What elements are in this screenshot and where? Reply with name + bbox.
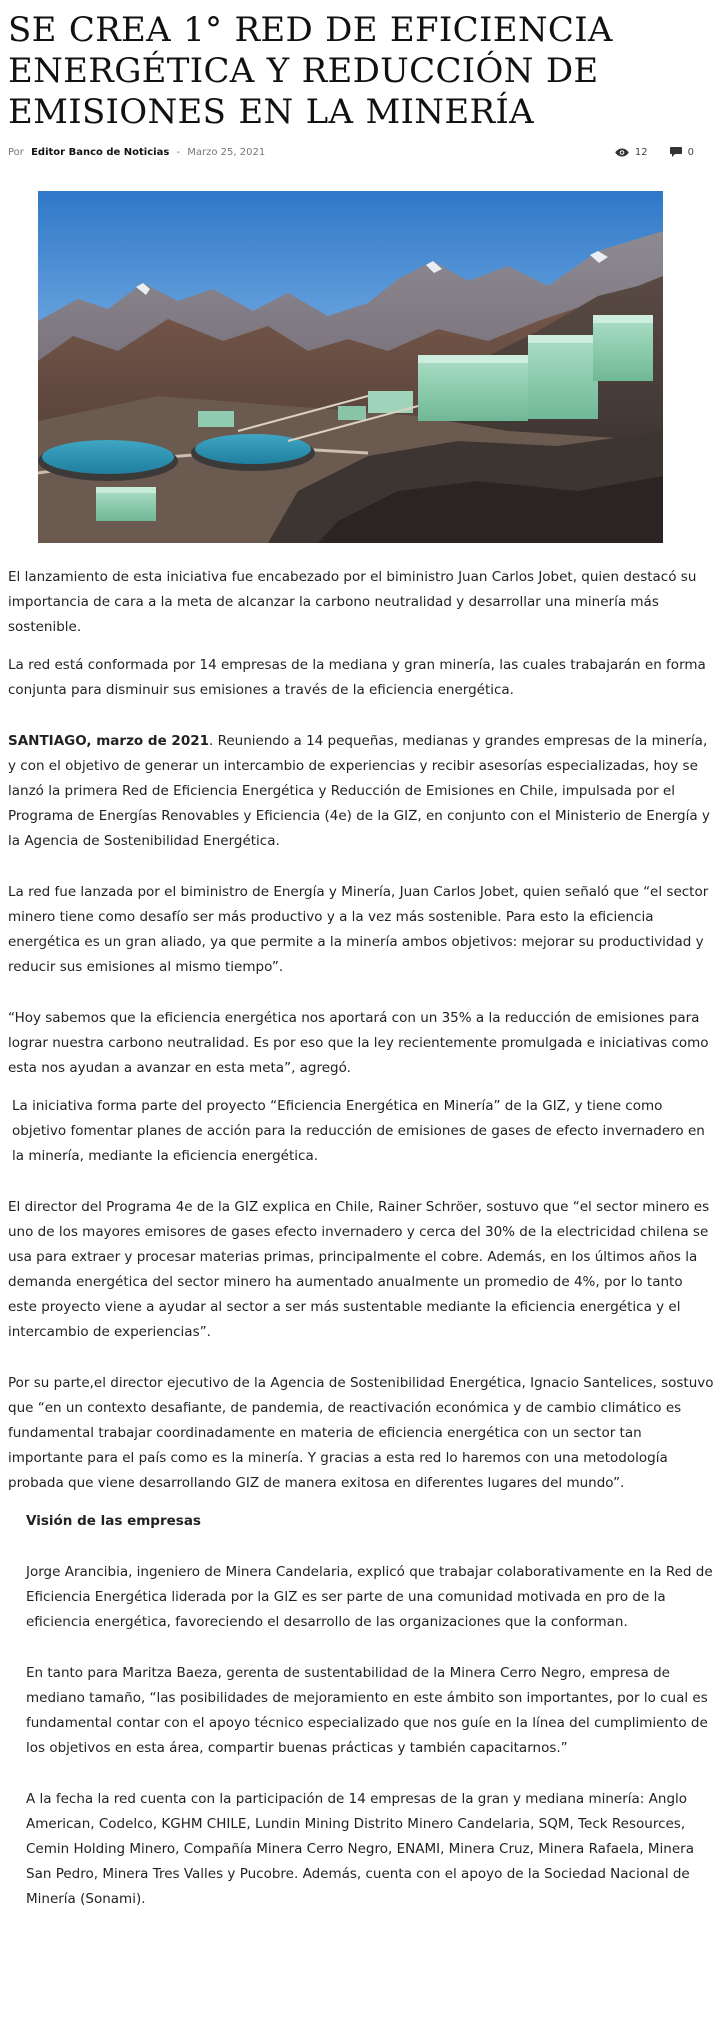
paragraph: Por su parte,el director ejecutivo de la Agencia de Sostenibilidad Energética, Ignacio Santelices, sostuvo que “en un contexto desafiante, de pandemia, de reactivación económica y de cambio climático es fundamental trabajar coordinadamente en materia de eficiencia energética con un sector tan importante para el país como es la minería. Y gracias a esta red lo haremos con una metodología probada que viene desarrollando GIZ de manera exitosa en diferentes lugares del mundo”. <box>8 1375 714 1491</box>
paragraph: La iniciativa forma parte del proyecto “Eficiencia Energética en Minería” de la GIZ, y tiene como objetivo fomentar planes de acción para la reducción de emisiones de gases de efecto invernadero en la minería, mediante la eficiencia energética. <box>12 1098 705 1164</box>
comments-count[interactable] <box>670 147 694 158</box>
comments-value: 0 <box>687 146 694 158</box>
paragraph: En tanto para Maritza Baeza, gerenta de sustentabilidad de la Minera Cerro Negro, empresa de mediano tamaño, “las posibilidades de mejoramiento en este ámbito son importantes, por lo cual es fundamental contar con el apoyo técnico especializado que nos guíe en la línea del cumplimiento de los objetivos en esta área, compartir buenas prácticas y también capacitarnos.” <box>26 1665 708 1756</box>
paragraph-text: . Reuniendo a 14 pequeñas, medianas y grandes empresas de la minería, y con el objetivo de generar un intercambio de experiencias y recibir asesorías especializadas, hoy se lanzó la primera Red de Eficiencia Energética y Reducción de Emisiones en Chile, impulsada por el Programa de Energías Renovables y Eficiencia (4e) de la GIZ, en conjunto con el Ministerio de Energía y la Agencia de Sostenibilidad Energética. <box>8 733 710 849</box>
dateline: SANTIAGO, marzo de 2021 <box>8 733 209 749</box>
byline-prefix: Por <box>8 146 24 158</box>
paragraph <box>8 729 714 854</box>
paragraph: “Hoy sabemos que la eficiencia energética nos aportará con un 35% a la reducción de emisiones para lograr nuestra carbono neutralidad. Es por eso que la ley recientemente promulgada e iniciativas como esta nos ayudan a avanzar en esta meta”, agregó. <box>8 1010 709 1076</box>
section-subheading: Visión de las empresas <box>26 1513 201 1529</box>
views-count <box>615 147 648 158</box>
publish-date: Marzo 25, 2021 <box>187 146 266 158</box>
paragraph: La red fue lanzada por el biministro de Energía y Minería, Juan Carlos Jobet, quien señaló que “el sector minero tiene como desafío ser más productivo y a la vez más sostenible. Para esto la eficiencia energética es un gran aliado, ya que permite a la minería ambos objetivos: mejorar su productividad y reducir sus emisiones al mismo tiempo”. <box>8 884 709 975</box>
views-value: 12 <box>634 146 648 158</box>
byline-separator: - <box>176 146 181 158</box>
comment-icon <box>670 147 682 157</box>
article-meta <box>8 145 714 159</box>
article-title: SE CREA 1° RED DE EFICIENCIA ENERGÉTICA Y REDUCCIÓN DE EMISIONES EN LA MINERÍA <box>8 10 613 132</box>
article-stats <box>615 147 714 158</box>
hero-image-mine-landscape <box>38 191 663 543</box>
paragraph: El director del Programa 4e de la GIZ explica en Chile, Rainer Schröer, sostuvo que “el sector minero es uno de los mayores emisores de gases efecto invernadero y cerca del 30% de la electricidad chilena se usa para extraer y procesar materias primas, principalmente el cobre. Además, en los últimos años la demanda energética del sector minero ha aumentado anualmente un promedio de 4%, por lo tanto este proyecto viene a ayudar al sector a ser más sustentable mediante la eficiencia energética y el intercambio de experiencias”. <box>8 1199 710 1340</box>
paragraph: El lanzamiento de esta iniciativa fue encabezado por el biministro Juan Carlos Jobet, quien destacó su importancia de cara a la meta de alcanzar la carbono neutralidad y desarrollar una minería más sostenible. <box>8 569 697 635</box>
eye-icon <box>615 148 629 157</box>
byline <box>8 147 269 158</box>
author-link[interactable]: Editor Banco de Noticias <box>31 146 170 158</box>
article-body <box>8 543 714 1912</box>
paragraph: La red está conformada por 14 empresas de la mediana y gran minería, las cuales trabajarán en forma conjunta para disminuir sus emisiones a través de la eficiencia energética. <box>8 657 706 698</box>
paragraph: Jorge Arancibia, ingeniero de Minera Candelaria, explicó que trabajar colaborativamente en la Red de Eficiencia Energética liderada por la GIZ es ser parte de una comunidad motivada en pro de la eficiencia energética, favoreciendo el desarrollo de las organizaciones que la conforman. <box>26 1564 713 1630</box>
paragraph: A la fecha la red cuenta con la participación de 14 empresas de la gran y mediana minería: Anglo American, Codelco, KGHM CHILE, Lundin Mining Distrito Minero Candelaria, SQM, Teck Resources, Cemin Holding Minero, Compañía Minera Cerro Negro, ENAMI, Minera Cruz, Minera Rafaela, Minera San Pedro, Minera Tres Valles y Pucobre. Además, cuenta con el apoyo de la Sociedad Nacional de Minería (Sonami). <box>26 1791 694 1907</box>
